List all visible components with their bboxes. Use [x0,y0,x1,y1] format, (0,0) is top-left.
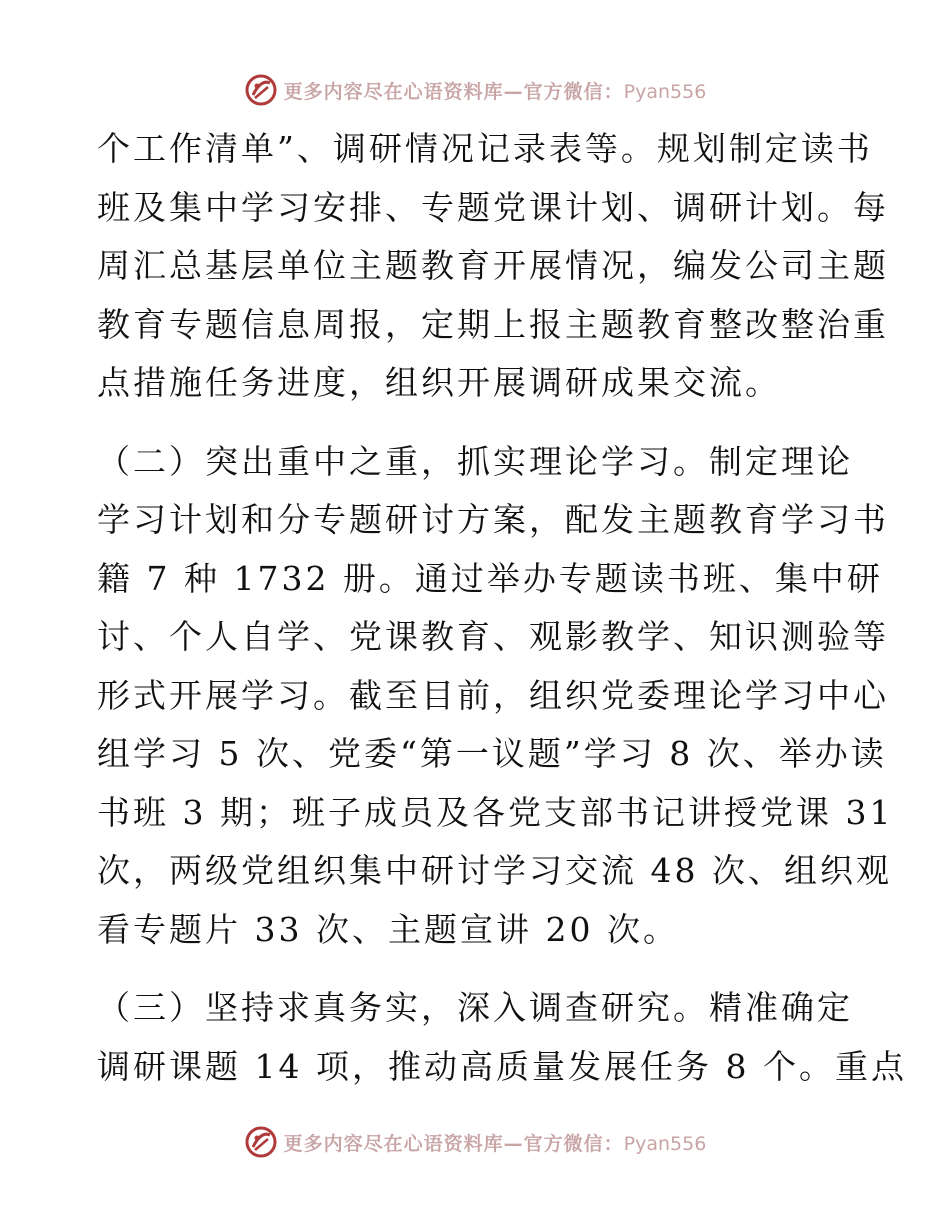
text-line: 形式开展学习。截至目前，组织党委理论学习中心 [97,675,889,715]
text-line: 个工作清单”、调研情况记录表等。规划制定读书 [97,129,873,168]
footer-watermark [0,1124,950,1160]
text-line: （二）突出重中之重，抓实理论学习。制定理论 [97,441,853,481]
text-line: 学习计划和分专题研讨方案，配发主题教育学习书 [97,500,889,539]
text-line: 次，两级党组织集中研讨学习交流 48 次、组织观 [97,851,892,890]
text-line: 点措施任务进度，组织开展调研成果交流。 [97,363,781,402]
text-line: 教育专题信息周报，定期上报主题教育整改整治重 [97,304,889,344]
paragraph-2 [97,433,894,960]
logo-icon [244,73,278,107]
text-line: 讨、个人自学、党课教育、观影教学、知识测验等 [97,617,889,656]
text-line: 班及集中学习安排、专题党课计划、调研计划。每 [97,187,889,227]
text-line: 籍 7 种 1732 册。通过举办专题读书班、集中研 [97,558,883,598]
paragraph-3 [97,979,907,1096]
text-line: 调研课题 14 项，推动高质量发展任务 8 个。重点 [97,1046,907,1086]
text-line: （三）坚持求真务实，深入调查研究。精准确定 [97,988,853,1027]
text-line: 看专题片 33 次、主题宣讲 20 次。 [97,909,679,949]
header-watermark [0,72,950,108]
document-body [97,120,907,1096]
watermark-text: 更多内容尽在心语资料库—官方微信：Pyan556 [283,1132,707,1155]
text-line: 组学习 5 次、党委“第一议题”学习 8 次、举办读 [97,734,887,773]
text-line: 周汇总基层单位主题教育开展情况，编发公司主题 [97,246,889,285]
paragraph-1 [97,120,889,413]
watermark-text: 更多内容尽在心语资料库—官方微信：Pyan556 [283,80,707,103]
logo-icon [244,1125,278,1159]
text-line: 书班 3 期；班子成员及各党支部书记讲授党课 31 [97,792,894,832]
